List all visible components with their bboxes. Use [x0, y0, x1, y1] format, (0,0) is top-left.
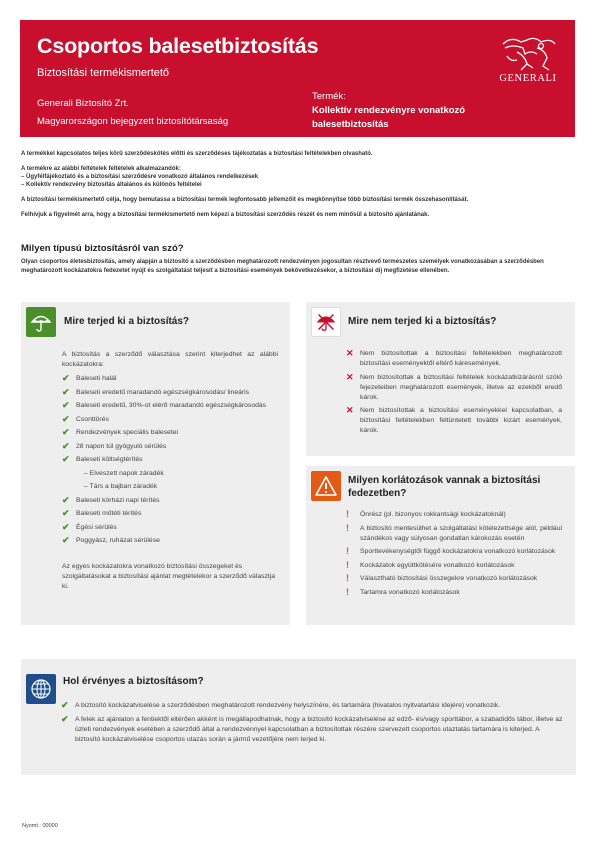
list-item-text: A felek az ajánlaton a fentiektől eltérően akként is megállapodhatnak, hogy a biztosító kockázatviselése az edző- és/vagy sporttábor, a szabadidős tábor, illetve az üzleti rendezvények esetében a szerződő által a rendezvénnyel kapcsolatban a biztosítottak részére szervezett csoportos utaztatás tartamára is kiterjed. A biztosító kockázatviselése csoportos utazás során a jármű vezetőjére nem terjed ki. — [75, 715, 563, 743]
insurance-type-heading: Milyen típusú biztosításról van szó? — [21, 243, 184, 254]
list-item-text: – Elveszett napok záradék — [84, 469, 164, 477]
restrictions-body — [346, 510, 562, 601]
list-item-text: Választható biztosítási összegekre vonatkozó korlátozások — [360, 575, 538, 582]
exclamation-icon: ! — [346, 522, 349, 533]
list-item — [62, 374, 278, 384]
list-item-text: Csonttörés — [76, 415, 109, 423]
list-item-text: Önrész (pl. bizonyos rokkantsági kockázatoknál) — [360, 511, 506, 518]
list-item — [62, 509, 278, 519]
not-covered-body — [346, 349, 562, 440]
intro-condition-item: – Kollektív rendezvény biztosítás általános és különös feltételei — [21, 182, 202, 188]
list-item-text: Égési sérülés — [76, 523, 117, 531]
covered-title: Mire terjed ki a biztosítás? — [64, 316, 190, 327]
where-list — [61, 701, 563, 745]
list-item-text: Sporttevékenységtől függő kockázatokra vonatkozó korlátozások — [360, 548, 556, 555]
list-item — [346, 406, 562, 436]
check-icon: ✔ — [62, 454, 70, 464]
list-item — [62, 442, 278, 452]
company-info — [37, 95, 228, 131]
insurance-type-text: Olyan csoportos életesbiztosítás, amely alapján a biztosító a szerződésben meghatározott rendezvényen jogosultan résztvevő természetes személyek vonatkozásában a szerződésben meghatározott kockázatokra fedezetet nyújt és szolgáltatást teljesít a biztosítási események bekövetkezésekor, a biztosítási díj megfizetése ellenében. — [21, 259, 544, 274]
list-item-text: A biztosító kockázatviselése a szerződésben meghatározott rendezvény helyszínére, és tartamára (hivatalos nyitvatartási idejére) vonatkozik. — [75, 702, 501, 709]
exclamation-icon: ! — [346, 573, 349, 583]
list-item — [346, 588, 562, 598]
list-item-text: 28 napon túl gyógyuló sérülés — [76, 442, 167, 450]
not-covered-title: Mire nem terjed ki a biztosítás? — [348, 316, 497, 327]
restrictions-list — [346, 510, 562, 598]
exclamation-icon: ! — [346, 509, 349, 519]
intro-paragraph-3: A biztosítási termékismertető célja, hogy bemutassa a biztosítási termék legfontosabb jellemzőit és megkönnyítse több biztosítási termék összehasonlítását. — [21, 197, 469, 203]
list-item — [62, 469, 278, 479]
list-item-text: A biztosító mentesülhet a szolgáltatási kötelezettsége alól, például szándékos vagy súlyosan gondatlan károkozás esetén — [360, 524, 562, 542]
list-item — [346, 510, 562, 520]
company-description: Magyarországon bejegyzett biztosítótársaság — [37, 116, 229, 127]
list-item-text: Baleseti eredetű maradandó egészségkárosodás/ lineáris — [76, 388, 250, 396]
check-icon: ✔ — [62, 386, 70, 397]
document-title: Csoportos balesetbiztosítás — [37, 34, 319, 58]
list-item — [346, 547, 562, 557]
list-item — [346, 561, 562, 571]
check-icon: ✔ — [62, 413, 70, 424]
list-item — [62, 415, 278, 425]
intro-paragraph-4: Felhívjuk a figyelmét arra, hogy a biztosítási termékismertető nem képezi a biztosítási szerződés részét és nem minősül a biztosító ajánlatának. — [21, 212, 430, 218]
list-item — [62, 496, 278, 506]
check-icon: ✔ — [62, 521, 70, 532]
list-item — [62, 455, 278, 465]
list-item-text: Baleseti eredetű, 30%-ot elérő maradandó egészségkárosodás — [76, 402, 267, 409]
warning-icon — [311, 471, 341, 501]
covered-body — [62, 350, 278, 592]
check-icon: ✔ — [62, 535, 70, 545]
exclamation-icon: ! — [346, 559, 349, 570]
product-info — [312, 90, 465, 132]
print-code: Nyomt.: 00000 — [22, 823, 58, 829]
covered-box — [21, 302, 290, 625]
lion-icon — [497, 34, 559, 72]
list-item-text: Poggyász, ruházat sérülése — [76, 537, 160, 544]
list-item-text: Baleseti költségtérítés — [76, 456, 143, 463]
covered-list — [62, 374, 278, 546]
check-icon: ✔ — [61, 700, 69, 710]
list-item-text: Nem biztosítottak a biztosítási feltételekben meghatározott biztosítási eseményektől eltérő káresemények. — [360, 350, 562, 367]
cross-icon: ✕ — [346, 348, 354, 358]
restrictions-box — [306, 466, 575, 625]
list-item-text: Baleseti kórházi napi térítés — [76, 496, 160, 504]
list-item-text: – Társ a bajban záradék — [84, 483, 158, 490]
list-item — [62, 482, 278, 492]
list-item — [346, 373, 562, 403]
list-item — [346, 524, 562, 544]
globe-icon — [26, 674, 56, 704]
list-item-text: Nem biztosítottak a biztosítási eseményekkel kapcsolatban, a biztosítási feltételekben feltüntetett további kizárt események, károk. — [360, 407, 562, 434]
intro-conditions-title: A termékre az alábbi feltételek feltételek alkalmazandók: — [21, 166, 181, 172]
covered-intro: A biztosítás a szerződő választása szerint kiterjedhet az alábbi kockázatokra: — [62, 351, 278, 368]
exclamation-icon: ! — [346, 546, 349, 556]
where-title: Hol érvényes a biztosításom? — [63, 676, 204, 687]
list-item — [61, 701, 563, 711]
generali-logo — [492, 34, 564, 84]
list-item — [346, 574, 562, 584]
where-body — [61, 701, 563, 748]
intro-section — [21, 150, 576, 226]
list-item-text: Tartamra vonatkozó korlátozások — [360, 588, 460, 596]
intro-condition-item: – Ügyfélfájékoztató és a biztosítási szerződésre vonatkozó általános rendelkezések — [21, 174, 259, 180]
list-item-text: Rendezvények speciális balesetei — [76, 429, 179, 436]
check-icon: ✔ — [62, 373, 70, 383]
not-covered-list — [346, 349, 562, 436]
where-box — [21, 659, 576, 775]
not-covered-box — [306, 302, 575, 456]
document-subtitle: Biztosítási termékismertető — [37, 67, 170, 79]
list-item — [62, 388, 278, 398]
check-icon: ✔ — [61, 713, 69, 724]
check-icon: ✔ — [62, 494, 70, 505]
header-banner — [20, 20, 575, 137]
logo-text: GENERALI — [499, 73, 557, 84]
list-item — [62, 523, 278, 533]
list-item — [346, 349, 562, 369]
check-icon: ✔ — [62, 508, 70, 518]
check-icon: ✔ — [62, 440, 70, 451]
list-item-text: Nem biztosítottak a biztosítási feltételek kockázatkizárásról szóló fejezeteiben meghatározott események, illetve az ezekből eredő károk. — [360, 373, 562, 401]
product-name-line1: Kollektív rendezvényre vonatkozó — [312, 105, 466, 116]
umbrella-crossed-icon — [311, 307, 341, 337]
list-item-text: Baleseti műtéti térítés — [76, 510, 142, 517]
product-name-line2: balesetbiztosítás — [312, 119, 389, 130]
intro-paragraph-1: A termékkel kapcsolatos teljes körű szerződéskötés előtti és szerződéses tájékoztatás a biztosítási feltételekben olvasható. — [21, 151, 373, 157]
list-item-text: Baleseti halál — [76, 375, 117, 382]
intro-conditions — [21, 165, 576, 189]
cross-icon: ✕ — [346, 405, 354, 415]
list-item — [61, 715, 563, 745]
cross-icon: ✕ — [346, 371, 354, 382]
list-item — [62, 536, 278, 546]
product-label: Termék: — [312, 91, 346, 102]
list-item — [62, 428, 278, 438]
check-icon: ✔ — [62, 427, 70, 437]
covered-outro: Az egyes kockázatokra vonatkozó biztosítási összegeket és szolgáltatásokat a biztosítási ajánlat megtételekor a szerződő választja ki. — [62, 563, 276, 590]
restrictions-title: Milyen korlátozások vannak a biztosítási fedezetben? — [348, 475, 541, 499]
exclamation-icon: ! — [346, 586, 349, 597]
company-name: Generali Biztosító Zrt. — [37, 98, 129, 109]
list-item-text: Kockázatok együttkötésére vonatkozó korlátozások — [360, 561, 515, 569]
check-icon: ✔ — [62, 400, 70, 410]
umbrella-icon — [26, 307, 56, 337]
list-item — [62, 401, 278, 411]
